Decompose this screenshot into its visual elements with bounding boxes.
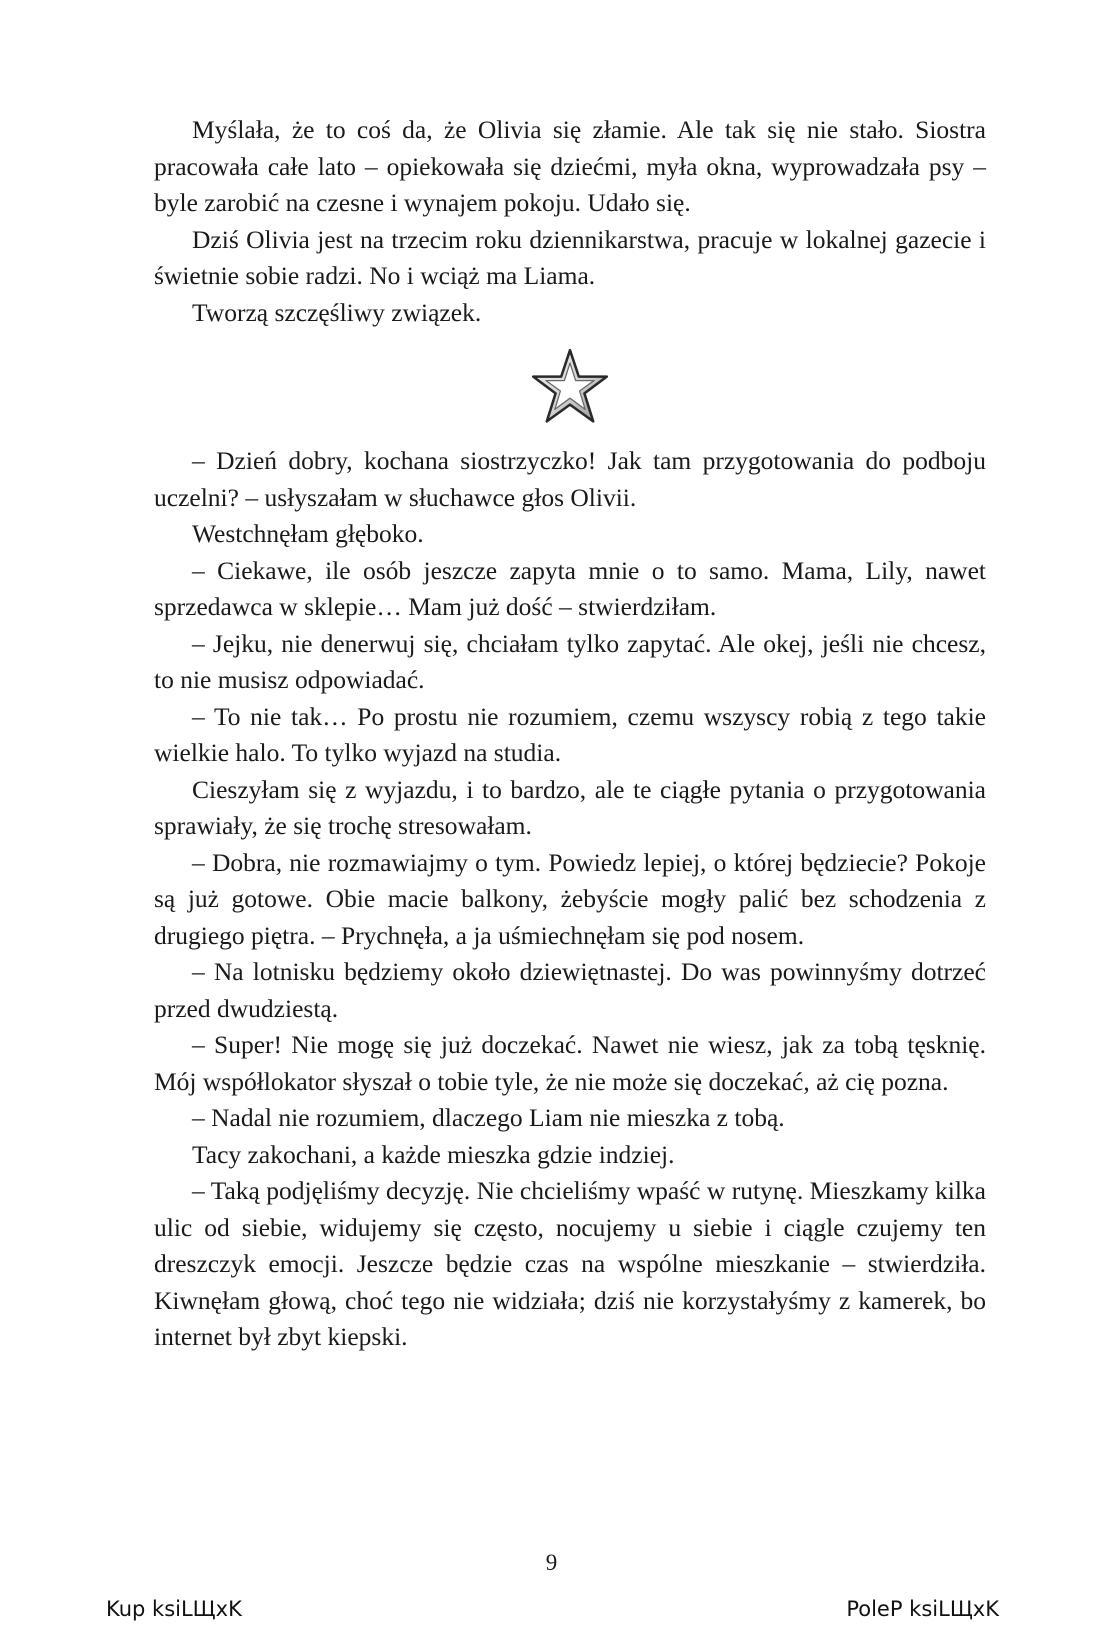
paragraph: – Nadal nie rozumiem, dlaczego Liam nie mieszka z tobą. (192, 1103, 785, 1132)
paragraph: – Dzień dobry, kochana siostrzyczko! Jak tam przygotowania do podboju uczelni? – usłyszałam w słuchawce głos Olivii. (154, 446, 986, 512)
section-after-break (154, 443, 986, 1356)
paragraph: – To nie tak… Po prostu nie rozumiem, czemu wszyscy robią z tego takie wielkie halo. To tylko wyjazd na studia. (154, 701, 986, 767)
scene-break (154, 331, 986, 443)
paragraph: Westchnęłam głęboko. (192, 519, 424, 548)
paragraph: – Super! Nie mogę się już doczekać. Nawet nie wiesz, jak za tobą tęsknię. Mój współlokator słyszał o tobie tyle, że nie może się doczekać, aż cię pozna. (154, 1030, 986, 1096)
recommend-book-link[interactable]: PoleP ksiLЩxK (846, 1597, 999, 1621)
paragraph: – Jejku, nie denerwuj się, chciałam tylko zapytać. Ale okej, jeśli nie chcesz, to nie musisz odpowiadać. (154, 628, 986, 694)
paragraph: Tacy zakochani, a każde mieszka gdzie indziej. (192, 1139, 675, 1169)
paragraph: Dziś Olivia jest na trzecim roku dziennikarstwa, pracuje w lokalnej gazecie i świetnie sobie radzi. No i wciąż ma Liama. (154, 224, 986, 290)
paragraph: – Ciekawe, ile osób jeszcze zapyta mnie o to samo. Mama, Lily, nawet sprzedawca w sklepie… Mam już dość – stwierdziłam. (154, 555, 986, 621)
buy-book-link[interactable]: Kup ksiLЩxK (106, 1597, 242, 1621)
section-before-break (154, 112, 986, 331)
paragraph: Tworzą szczęśliwy związek. (192, 297, 482, 327)
star-icon (530, 347, 610, 427)
book-page-body (154, 112, 986, 1356)
paragraph: Cieszyłam się z wyjazdu, i to bardzo, ale te ciągłe pytania o przygotowania sprawiały, że się trochę stresowałam. (154, 774, 986, 840)
paragraph: – Taką podjęliśmy decyzję. Nie chcieliśmy wpaść w rutynę. Mieszkamy kilka ulic od siebie, widujemy się często, nocujemy u siebie i ciągle czujemy ten dreszczyk emocji. Jeszcze będzie czas na wspólne mieszkanie – stwierdziła. Kiwnęłam głową, choć tego nie widziała; dziś nie korzystałyśmy z kamerek, bo internet był zbyt kiepski. (154, 1176, 986, 1351)
paragraph: – Dobra, nie rozmawiajmy o tym. Powiedz lepiej, o której będziecie? Pokoje są już gotowe. Obie macie balkony, żebyście mogły palić bez schodzenia z drugiego piętra. – Prychnęła, a ja uśmiechnęłam się pod nosem. (154, 847, 986, 950)
paragraph: Myślała, że to coś da, że Olivia się złamie. Ale tak się nie stało. Siostra pracowała całe lato – opiekowała się dziećmi, myła okna, wyprowadzała psy – byle zarobić na czesne i wynajem pokoju. Udało się. (154, 115, 986, 217)
page-number: 9 (545, 1550, 558, 1575)
paragraph: – Na lotnisku będziemy około dziewiętnastej. Do was powinnyśmy dotrzeć przed dwudziestą. (154, 957, 986, 1023)
